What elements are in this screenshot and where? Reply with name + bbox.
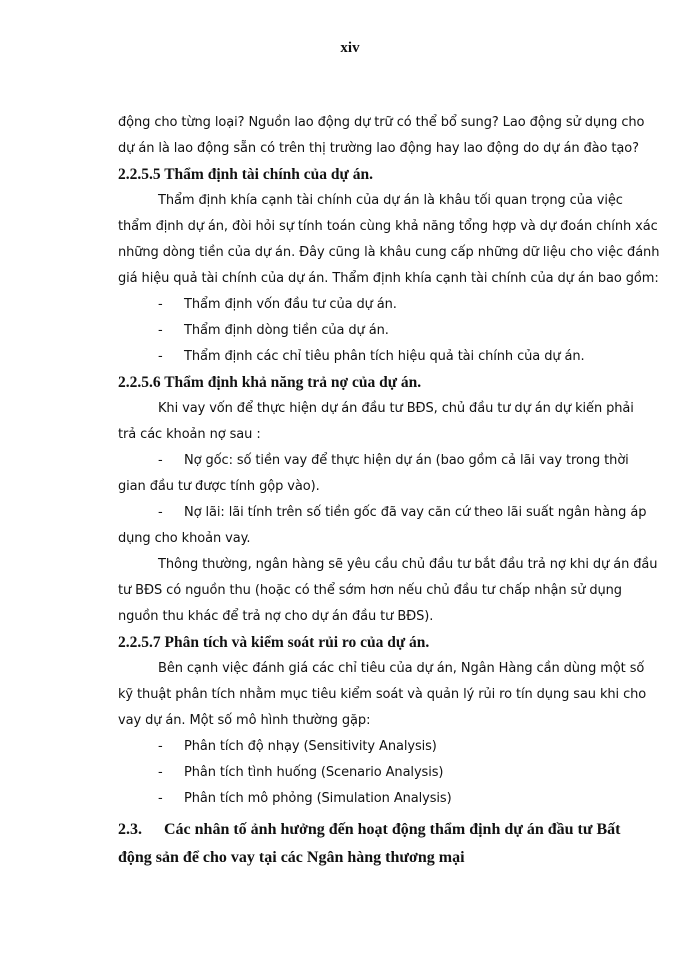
list-item [118,318,633,344]
bullet-dash: - [158,739,163,754]
list-item-text: Nợ lãi: lãi tính trên số tiền gốc đã vay căn cứ theo lãi suất ngân hàng áp [184,505,647,520]
text-line: động cho từng loại? Nguồn lao động dự trữ có thể bổ sung? Lao động sử dụng cho [118,115,645,130]
text-line: Thẩm định khía cạnh tài chính của dự án là khâu tối quan trọng của việc [158,193,623,208]
heading-text: Các nhân tố ảnh hưởng đến hoạt động thẩm định dự án đầu tư Bất [164,821,621,838]
text-line: vay dự án. Một số mô hình thường gặp: [118,713,371,728]
text-line: những dòng tiền của dự án. Đây cũng là khâu cung cấp những dữ liệu cho việc đánh [118,245,660,260]
document-body [118,110,660,872]
text-line: Thông thường, ngân hàng sẽ yêu cầu chủ đầu tư bắt đầu trả nợ khi dự án đầu [158,557,658,572]
paragraph-loan-repayment [118,396,633,448]
heading-line: động sản để cho vay tại các Ngân hàng thương mại [118,849,465,866]
paragraph-labor [118,110,645,162]
text-line: trả các khoản nợ sau : [118,427,261,442]
list-item-text: Phân tích mô phỏng (Simulation Analysis) [184,791,452,806]
bullet-dash: - [158,453,163,468]
list-item-text: Phân tích độ nhạy (Sensitivity Analysis) [184,739,437,754]
text-line: Khi vay vốn để thực hiện dự án đầu tư BĐS, chủ đầu tư dự án dự kiến phải [158,401,634,416]
list-item-continuation: dụng cho khoản vay. [118,531,251,546]
list-risk-models [118,734,633,812]
section-heading-2-2-5-5: 2.2.5.5 Thẩm định tài chính của dự án. [118,166,373,183]
list-item-text: Thẩm định dòng tiền của dự án. [184,323,389,338]
paragraph-risk-analysis [118,656,647,734]
list-item [118,760,633,786]
paragraph-financial-appraisal [118,188,660,292]
heading-line [118,816,633,844]
paragraph-repayment-timing [118,552,658,630]
text-line: giá hiệu quả tài chính của dự án. Thẩm định khía cạnh tài chính của dự án bao gồm: [118,271,659,286]
text-line: dự án là lao động sẵn có trên thị trường lao động hay lao động do dự án đào tạo? [118,141,639,156]
text-line: thẩm định dự án, đòi hỏi sự tính toán cùng khả năng tổng hợp và dự đoán chính xác [118,219,658,234]
text-line: kỹ thuật phân tích nhằm mục tiêu kiểm soát và quản lý rủi ro tín dụng sau khi cho [118,687,647,702]
list-item-text: Phân tích tình huống (Scenario Analysis) [184,765,444,780]
list-item [118,344,633,370]
list-item-text: Thẩm định vốn đầu tư của dự án. [184,297,397,312]
text-line: tư BĐS có nguồn thu (hoặc có thể sớm hơn nếu chủ đầu tư chấp nhận sử dụng [118,583,622,598]
text-line: nguồn thu khác để trả nợ cho dự án đầu tư BĐS). [118,609,434,624]
list-item [118,734,633,760]
list-item [118,786,633,812]
list-item-text: Nợ gốc: số tiền vay để thực hiện dự án (bao gồm cả lãi vay trong thời [184,453,629,468]
section-number: 2.3. [118,821,142,838]
list-item [118,292,633,318]
list-item-text: Thẩm định các chỉ tiêu phân tích hiệu quả tài chính của dự án. [184,349,585,364]
bullet-dash: - [158,297,163,312]
section-heading-2-2-5-7: 2.2.5.7 Phân tích và kiểm soát rủi ro của dự án. [118,634,430,651]
section-heading-2-2-5-6: 2.2.5.6 Thẩm định khả năng trả nợ của dự án. [118,374,422,391]
list-item [118,500,647,526]
text-line: Bên cạnh việc đánh giá các chỉ tiêu của dự án, Ngân Hàng cần dùng một số [158,661,645,676]
section-heading-2-3 [118,816,633,872]
bullet-dash: - [158,765,163,780]
page-number: xiv [340,40,360,56]
list-item [118,448,633,474]
bullet-dash: - [158,505,163,520]
bullet-dash: - [158,349,163,364]
bullet-dash: - [158,791,163,806]
list-financial-items [118,292,633,370]
list-debt-items [118,448,647,552]
list-item-continuation: gian đầu tư được tính gộp vào). [118,479,320,494]
bullet-dash: - [158,323,163,338]
